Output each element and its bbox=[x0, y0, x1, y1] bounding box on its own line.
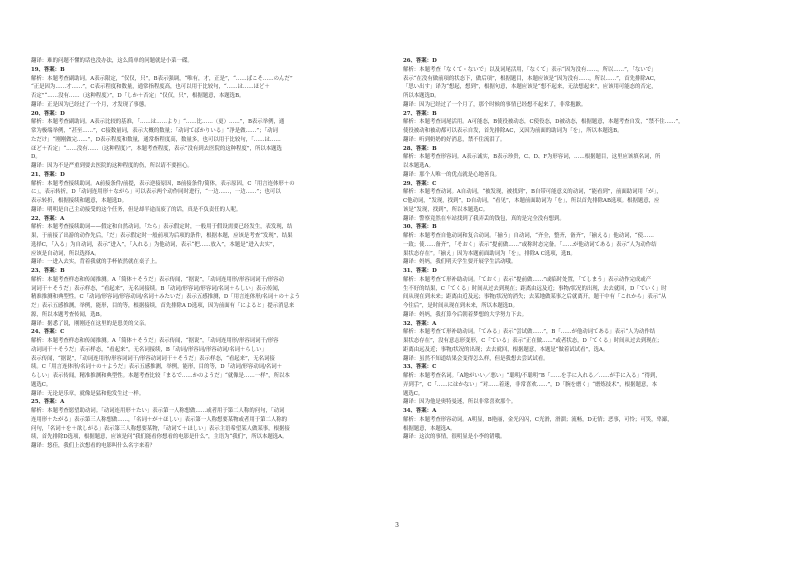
text-line: 翻译：难的问题不懂的话也没办法，这么简单的问题就是小菜一碟。 bbox=[31, 58, 193, 64]
text-line: 生不好的结果，C「てくる」时间从过去到现在；距离由远及近；事物/状况的出现，去去就回，D「ていく」时 bbox=[403, 285, 667, 292]
text-line: 解析：本题考查形容动词。A明显，B艳丽，金光闪闪，C光滑，滑溜；流畅，D无情；恶事，可怜；可笑，卑鄙， bbox=[403, 416, 673, 423]
text-line: 否定”“……没有……（这种程度）”，D「しか＋否定」“仅仅，只”，根据题意，本题选B。 bbox=[31, 93, 245, 99]
text-line: 果状态存在”。「揃え」因为本题前面助词为「を」，排除A C选项，选B。 bbox=[403, 250, 576, 257]
text-line: 翻译：因为他是奥特曼迷，所以非常喜欢那个。 bbox=[403, 399, 517, 406]
text-line: 根据题意，本题选A。 bbox=[403, 425, 456, 432]
text-line: 翻译：妈妈，我打算今后朝着梦想的大学努力下去。 bbox=[403, 311, 527, 318]
answer-heading: 29、答案：C bbox=[403, 180, 437, 187]
text-line: 解析：本题考查形容词。A表示诚实，B表示珍贵，C、D、F为形容词，……根据题目，这里应该填名词，所 bbox=[403, 154, 661, 161]
text-line: 解析：本题考查愿望助动词。「动词连用形＋たい」表示第一人称想做……或者用于第二人称的问句，「动词 bbox=[31, 408, 285, 414]
text-line: 翻译：这次的事情，很明显是小李的错哦。 bbox=[403, 434, 506, 441]
text-line: 解析：本题考查接续助词。A前接条件/前提，表示逆接原因，B前接条件/简体，表示原因，C「用言连体形＋の bbox=[31, 180, 295, 187]
text-line: 翻译：正是因为已经过了一个月，才发现了事態。 bbox=[31, 101, 150, 108]
text-line: 翻译：听到奶奶的好消息，禁不住流泪了。 bbox=[403, 136, 506, 143]
answer-heading: 24、答案：C bbox=[31, 329, 65, 336]
text-line: 「思い出す」译为“想起，想到”，根据句意，本题应该是“想不起来，无法想起来”，应该用可能态的否定， bbox=[403, 84, 657, 91]
text-line: “正是因为……才……”，C表示程度和数量，通常指程度高，也可以用于比较句，“……は……ほど＋ bbox=[31, 84, 270, 91]
answer-heading: 28、答案：B bbox=[403, 145, 437, 152]
text-line: 表示传闻，“据说”，「动词连用形/形容词词干/形容动词词干＋そうだ」表示样态，“看起来”，无名词接 bbox=[31, 355, 275, 362]
text-line: だ」表示五感推测，举例，能形，目的等，根据接续，首先排除A D选项，因为前面有「によると」提示消息来 bbox=[31, 303, 295, 309]
left-column bbox=[31, 57, 393, 451]
text-line: ただけ」“刚刚做完……”，D表示程度和数量，通常指程度高，数量多，也可以用于比较句，「……は…… bbox=[31, 136, 281, 143]
text-line: 解析：本题考查词尾活用。A可能态，B使役被动态，C使役态，D被动态，根据题意，本题考查自发，“禁不住……”， bbox=[403, 119, 684, 126]
text-line: C他动词，“发现，找到”，D自动词，“看见”，本题前面助词为「を」，所以首先排除AB选项。根据题意，应 bbox=[403, 198, 660, 204]
text-line: 翻译：因为不是严重到要去医院的这种程度的伤，所以请不要担心。 bbox=[31, 163, 193, 169]
text-line: 使役被动和被动都可以表示自发，首先排除AC，又因为前面的助词为「を」，所以本题选B。 bbox=[403, 128, 623, 134]
text-line: 解析：本题考查て形补助动词。「てみる」表示“尝试做……”，B「……が他动词てある」表示“人为动作结 bbox=[403, 329, 656, 336]
answer-heading: 27、答案：B bbox=[403, 110, 437, 117]
text-line: らしい」表示传闻，精准推测和典型性。本题考查比较「まるで……かのようだ」“就像是……一样”，所以本 bbox=[31, 373, 290, 379]
text-line: 问句，「名词＋を＋欲しがる」表示第三人称想要某物，「动词て＋ほしい」表示主语希望某人做某事，根据接 bbox=[31, 425, 290, 432]
answer-heading: 33、答案：C bbox=[403, 364, 437, 371]
text-line: 该是“发现，找到”，所以本题选C。 bbox=[403, 206, 489, 213]
text-line: 选择C，「入る」为自动词，表示“进入”，「入れる」为他动词，表示“把……放入”，本题是“进入去实”， bbox=[31, 241, 279, 248]
text-line: 翻译：据悉了说，刚刚还在这里的是患美的父亲。 bbox=[31, 320, 150, 327]
right-column bbox=[403, 57, 765, 442]
answer-heading: 25、答案：A bbox=[31, 399, 65, 406]
text-line: に」，表示转折，D「动词连用形＋ながら」可以表示两个动作同时进行，“一边……，一边……”；也可以 bbox=[31, 189, 281, 196]
text-line: 弄到手”，C「……にはかない」“对……着迷，非常喜欢……”，D「腕を磨く」“磨炼技术”，根据题意，本 bbox=[403, 381, 658, 388]
text-line: 果状态存在”，没有意志形变形，C「ている」表示“正在做……”或者状态，D「てくる」时间从过去到现在； bbox=[403, 338, 663, 344]
text-line: 距离由远及近；事物/状况的出现；去去就回，根据题意，本题是“做着试试看”，选A。 bbox=[403, 346, 609, 353]
answer-heading: 19、答案：B bbox=[31, 66, 65, 73]
text-line: 解析：本题考查副助词。A表示比较的基准，「……は……より」“……比……（更）……”，B表示举例，通 bbox=[31, 119, 285, 126]
text-line: 翻译：一进入去实，背着我就的手杯依然就在桌子上。 bbox=[31, 259, 161, 266]
text-line: 应该是自动词，所以选择A。 bbox=[31, 250, 100, 257]
text-line: 以本题选A。 bbox=[403, 163, 434, 169]
text-line: 一致；使……备齐”，「そおく」表示“提前做……”或称时态完备。「……が他动词てある」表示“人为动作结 bbox=[403, 241, 657, 248]
text-line: 翻译：因为已经过了一个月了，那个时候的事情已经想不起来了，非常抱歉。 bbox=[403, 101, 587, 108]
text-line: 表示“在没有做前项的状态下，做后项”，根据题目，本题应该是“因为没有……，所以……”，首先排除AC， bbox=[403, 75, 660, 82]
text-line: 翻译：妈妈，我们明天学生要开展学生活动哦。 bbox=[403, 259, 517, 266]
text-line: 解析：本题考查样态和传闻推测。A「简体＋そうだ」表示传闻，“据说”，「动词连用形/形容词词干/形容 bbox=[31, 338, 279, 344]
answer-heading: 32、答案：A bbox=[403, 320, 437, 327]
text-line: D。 bbox=[31, 154, 41, 161]
answer-heading: 23、答案：B bbox=[31, 268, 65, 274]
text-line: 源，所以本题考查传闻，选B。 bbox=[31, 311, 106, 318]
text-line: 解析：本题考查样态和传闻推测。A「简体＋そうだ」表示传闻，“据说”，「动词连用形/形容词词干/形容动 bbox=[31, 276, 284, 283]
answer-heading: 30、答案：B bbox=[403, 224, 437, 231]
text-line: 所以本题选D。 bbox=[403, 93, 440, 99]
text-line: 翻译：警察竟然在车站找到了我弄丢的钱包，真的是完全没有想到。 bbox=[403, 215, 565, 222]
text-line: 词词干＋そうだ」表示样态，“看起来”，无名词接续。B「动词/形容词/形容词/名词＋らしい」表示传闻， bbox=[31, 285, 284, 292]
text-line: 果，于前接了出游的动作先后，「だ」表示假定时一般前项为后项的条件，根据本题，应该是考查“发现”，结果 bbox=[31, 233, 293, 239]
text-line: 翻译：虽然不知道结果会变得怎么样，但是我想去尝试试看。 bbox=[403, 355, 549, 362]
text-line: 解析：本题考查自他动词和复合动词。「揃う」自动词，“齐全，整齐，备齐”，「揃える」他动词，“使…… bbox=[403, 233, 654, 239]
answer-heading: 26、答案：D bbox=[403, 58, 437, 64]
text-line: 表示转折，根据接续和题意，本题选D。 bbox=[31, 198, 127, 204]
text-line: 翻译：那个人唯一的优点就是心地善良。 bbox=[403, 171, 501, 178]
text-line: 续，首先排除D选项，根据题意，应该是问“我们能看你想看的电影是什么”，主语为“我们”，所以本题选A。 bbox=[31, 434, 288, 441]
text-line: 常为极端举例，“甚至……”，C接数量词，表示大概的数量；「动词てばかりいる」“净是做……”；「动词 bbox=[31, 128, 278, 134]
text-line: 精准推测和典型性。C「动词/形容词/形容动词/名词＋みたいだ」表示五感推测，D「用言连体形/名词＋の＋よう bbox=[31, 294, 301, 301]
answer-heading: 31、答案：D bbox=[403, 268, 437, 274]
text-line: 今往后”，是时间从现在到未来，所以本题选D。 bbox=[403, 303, 518, 309]
answer-heading: 22、答案：A bbox=[31, 215, 65, 222]
answer-heading: 21、答案：D bbox=[31, 171, 65, 178]
text-line: ほど＋否定」“……没有……（这种程度）”，本题考查程度，表示“没有到去医院的这种程度”，所以本题选 bbox=[31, 145, 282, 152]
text-line: 题选C。 bbox=[31, 381, 52, 388]
text-line: 续。C「用言连体形/名词＋の＋ようだ」表示五感推测，举例，能形，目的等，D「动词/形容动词/名词＋ bbox=[31, 364, 283, 371]
text-line: 解析：本题考查接续助词——假定和自然动词。「たら」表示假定时，一般用于假设需要已经发生，表发现，结 bbox=[31, 224, 293, 231]
text-line: 解析：本题考查副助词。A表示限定，“仅仅，只”，B表示强调，“唯有，才，正是”，“……ばこそ……のんだ” bbox=[31, 75, 293, 82]
text-line: 解析：本题考查て形补助动词。「ておく」表示“提前做……”或临时处置，「てしまう」表示动作完成或产 bbox=[403, 276, 652, 283]
text-line: 连用形＋たがる」表示第三人称想做……，「名词＋が＋ほしい」表示第一人称想要某物或者用于第二人称的 bbox=[31, 416, 288, 423]
page-number: 3 bbox=[395, 522, 399, 529]
answer-heading: 20、答案：D bbox=[31, 110, 65, 117]
text-line: 翻译：无论是乐章，就像是猛和他发生过一样。 bbox=[31, 390, 145, 397]
text-line: 解析：本题考查名词。「A地がいい／悪い」“聪明/不聪明”B「……を手に入れる／……が手に入る」“得到， bbox=[403, 373, 661, 379]
text-line: 间从现在到未来；距离由近及远；事物/状况的消失；去某地做某事之后就离开，题干中有「これから」表示“从 bbox=[403, 294, 667, 301]
text-line: 翻译：明明是自己主动接受的这个任务，但是却半途而废了的话，真是不负责任的人呢。 bbox=[31, 206, 242, 213]
text-line: 解析：本题考查动词。A自动词，“被发现，被找到”，B自带可能意义的动词，“能看到”，前面助词用「が」， bbox=[403, 189, 662, 196]
answer-heading: 34、答案：A bbox=[403, 408, 437, 414]
text-line: 动词词干＋そうだ」表示样态，“看起来”，无名词接续，B「动词/形容词/形容动词/名词＋らしい」 bbox=[31, 346, 267, 353]
text-line: 翻译：悠佳，我们上次想看的电影叫什么名字来着？ bbox=[31, 443, 155, 449]
text-line: 题选C。 bbox=[403, 390, 424, 397]
text-line: 解析：本题考查「なくて・ないで」以及词尾活用，「なくて」表示“因为没有……，所以……”，「ないで」 bbox=[403, 66, 657, 73]
